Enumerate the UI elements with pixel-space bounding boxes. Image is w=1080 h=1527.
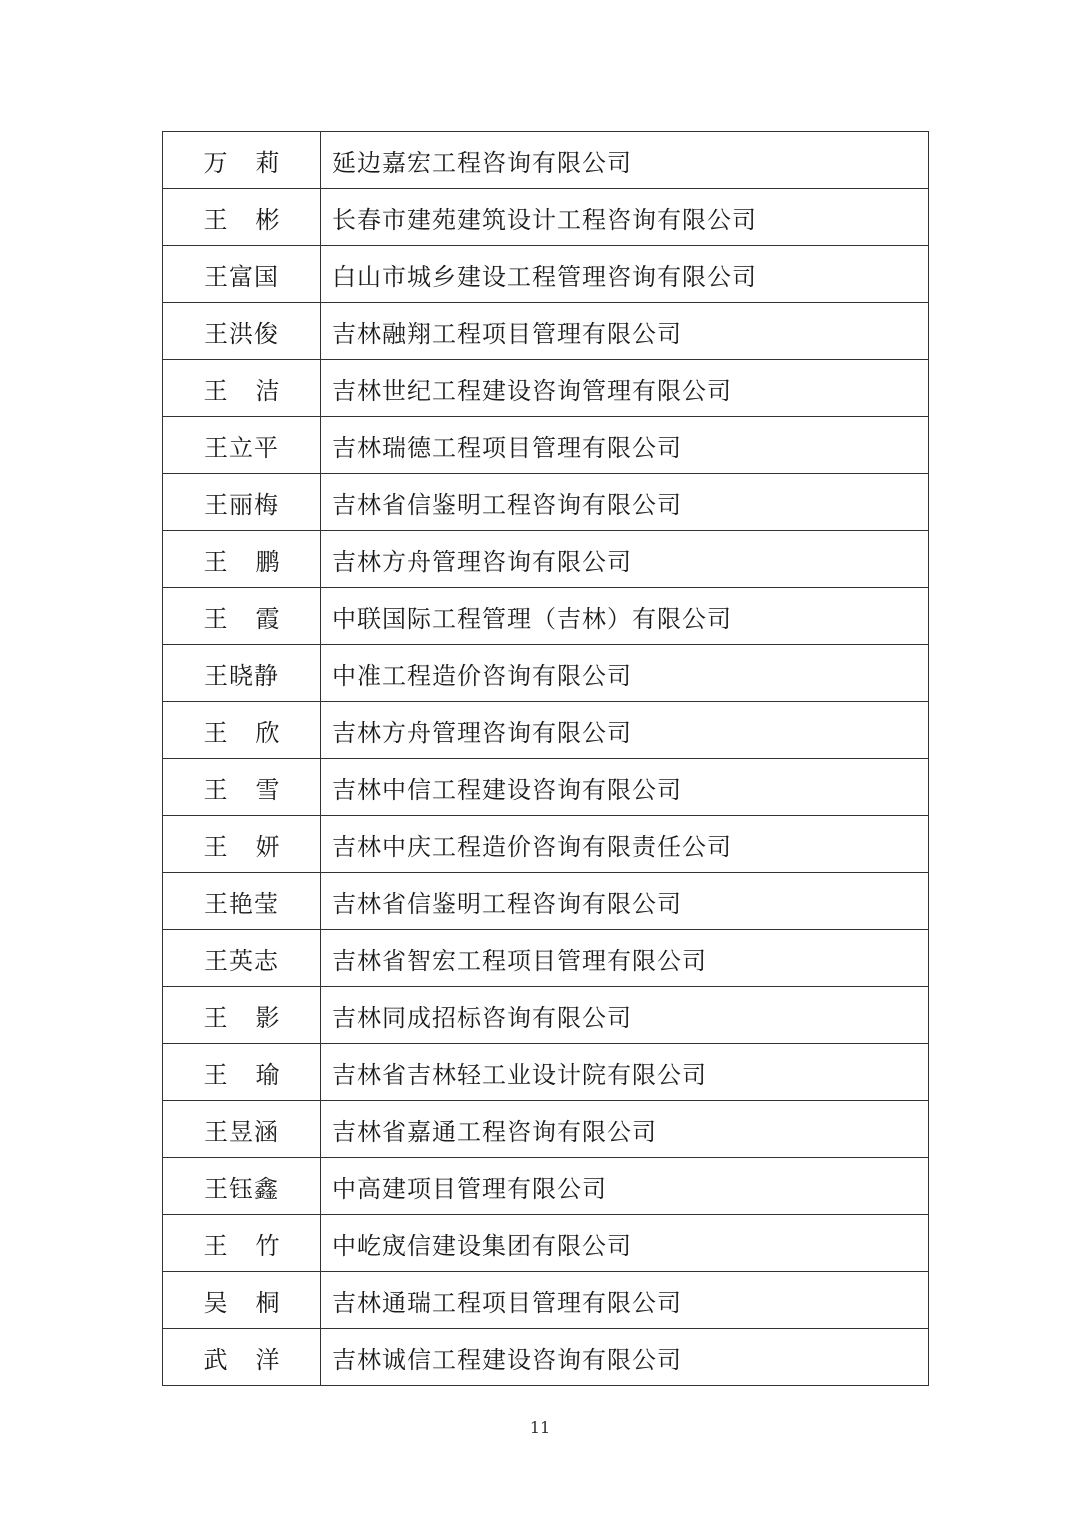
organization-cell: 吉林省嘉通工程咨询有限公司 bbox=[321, 1101, 929, 1158]
person-name-part: 武 bbox=[203, 1345, 228, 1374]
table-row bbox=[163, 816, 929, 873]
name-cell bbox=[163, 702, 321, 759]
person-name bbox=[204, 1112, 280, 1147]
person-name-part: 莉 bbox=[255, 148, 280, 177]
table-row bbox=[163, 702, 929, 759]
person-name bbox=[204, 713, 280, 748]
person-name-part: 万 bbox=[203, 148, 228, 177]
table-row bbox=[163, 531, 929, 588]
person-name-part: 王富国 bbox=[204, 262, 279, 291]
organization-cell: 中联国际工程管理（吉林）有限公司 bbox=[321, 588, 929, 645]
person-name bbox=[204, 884, 280, 919]
organization-cell: 吉林同成招标咨询有限公司 bbox=[321, 987, 929, 1044]
person-name-part: 影 bbox=[255, 1003, 280, 1032]
person-name-part: 王 bbox=[203, 718, 228, 747]
table-row bbox=[163, 417, 929, 474]
person-name-part: 洁 bbox=[255, 376, 280, 405]
name-cell bbox=[163, 987, 321, 1044]
organization-cell: 吉林诚信工程建设咨询有限公司 bbox=[321, 1329, 929, 1386]
roster-body bbox=[163, 132, 929, 1386]
person-name bbox=[204, 428, 280, 463]
organization-cell: 长春市建苑建筑设计工程咨询有限公司 bbox=[321, 189, 929, 246]
person-name-part: 王 bbox=[203, 205, 228, 234]
person-name-part: 王 bbox=[203, 832, 228, 861]
organization-cell: 吉林省信鉴明工程咨询有限公司 bbox=[321, 873, 929, 930]
name-cell bbox=[163, 759, 321, 816]
person-name-part: 王 bbox=[203, 1003, 228, 1032]
person-name bbox=[204, 1226, 280, 1261]
person-name-part: 王昱涵 bbox=[204, 1117, 279, 1146]
organization-cell: 中高建项目管理有限公司 bbox=[321, 1158, 929, 1215]
organization-cell: 吉林世纪工程建设咨询管理有限公司 bbox=[321, 360, 929, 417]
organization-cell: 白山市城乡建设工程管理咨询有限公司 bbox=[321, 246, 929, 303]
page-number: 11 bbox=[529, 1418, 551, 1437]
organization-cell: 吉林中信工程建设咨询有限公司 bbox=[321, 759, 929, 816]
name-cell bbox=[163, 1329, 321, 1386]
person-name-part: 王晓静 bbox=[204, 661, 279, 690]
person-name-part: 王 bbox=[203, 1060, 228, 1089]
person-name bbox=[204, 1340, 280, 1375]
person-name-part: 霞 bbox=[255, 604, 280, 633]
table-row bbox=[163, 246, 929, 303]
person-name-part: 吴 bbox=[203, 1288, 228, 1317]
person-name-part: 王 bbox=[203, 1231, 228, 1260]
organization-cell: 吉林省吉林轻工业设计院有限公司 bbox=[321, 1044, 929, 1101]
table-row bbox=[163, 1329, 929, 1386]
name-cell bbox=[163, 189, 321, 246]
person-name bbox=[204, 599, 280, 634]
table-row bbox=[163, 987, 929, 1044]
person-name-part: 王 bbox=[203, 376, 228, 405]
person-name bbox=[204, 1283, 280, 1318]
person-name-part: 王 bbox=[203, 604, 228, 633]
name-cell bbox=[163, 1044, 321, 1101]
organization-cell: 吉林融翔工程项目管理有限公司 bbox=[321, 303, 929, 360]
person-name bbox=[204, 656, 280, 691]
organization-cell: 吉林方舟管理咨询有限公司 bbox=[321, 531, 929, 588]
person-name-part: 王立平 bbox=[204, 433, 279, 462]
person-name-part: 欣 bbox=[255, 718, 280, 747]
person-name bbox=[204, 1169, 280, 1204]
name-cell bbox=[163, 816, 321, 873]
organization-cell: 延边嘉宏工程咨询有限公司 bbox=[321, 132, 929, 189]
table-row bbox=[163, 1101, 929, 1158]
person-name-part: 彬 bbox=[255, 205, 280, 234]
person-name-part: 王 bbox=[203, 547, 228, 576]
organization-cell: 中准工程造价咨询有限公司 bbox=[321, 645, 929, 702]
name-cell bbox=[163, 474, 321, 531]
person-name-part: 王钰鑫 bbox=[204, 1174, 279, 1203]
table-row bbox=[163, 189, 929, 246]
table-row bbox=[163, 474, 929, 531]
organization-cell: 吉林瑞德工程项目管理有限公司 bbox=[321, 417, 929, 474]
person-name bbox=[204, 941, 280, 976]
person-name bbox=[204, 257, 280, 292]
person-name bbox=[204, 1055, 280, 1090]
person-name-part: 妍 bbox=[255, 832, 280, 861]
table-row bbox=[163, 759, 929, 816]
name-cell bbox=[163, 360, 321, 417]
table-row bbox=[163, 1044, 929, 1101]
person-name-part: 雪 bbox=[255, 775, 280, 804]
table-row bbox=[163, 588, 929, 645]
person-name bbox=[204, 485, 280, 520]
name-cell bbox=[163, 645, 321, 702]
table-row bbox=[163, 930, 929, 987]
table-row bbox=[163, 303, 929, 360]
person-name bbox=[204, 200, 280, 235]
name-cell bbox=[163, 417, 321, 474]
person-name bbox=[204, 371, 280, 406]
organization-cell: 吉林方舟管理咨询有限公司 bbox=[321, 702, 929, 759]
name-cell bbox=[163, 1101, 321, 1158]
name-cell bbox=[163, 531, 321, 588]
person-name bbox=[204, 827, 280, 862]
organization-cell: 中屹宬信建设集团有限公司 bbox=[321, 1215, 929, 1272]
person-name-part: 洋 bbox=[255, 1345, 280, 1374]
person-name-part: 王丽梅 bbox=[204, 490, 279, 519]
person-name bbox=[204, 542, 280, 577]
name-cell bbox=[163, 303, 321, 360]
person-name-part: 鹏 bbox=[255, 547, 280, 576]
person-name bbox=[204, 998, 280, 1033]
name-cell bbox=[163, 873, 321, 930]
table-row bbox=[163, 1215, 929, 1272]
table-row bbox=[163, 360, 929, 417]
person-name-part: 王艳莹 bbox=[204, 889, 279, 918]
name-cell bbox=[163, 132, 321, 189]
person-name bbox=[204, 143, 280, 178]
table-row bbox=[163, 1272, 929, 1329]
table-row bbox=[163, 1158, 929, 1215]
organization-cell: 吉林中庆工程造价咨询有限责任公司 bbox=[321, 816, 929, 873]
person-name bbox=[204, 314, 280, 349]
person-name-part: 瑜 bbox=[255, 1060, 280, 1089]
roster-table bbox=[162, 131, 929, 1386]
person-name-part: 王英志 bbox=[204, 946, 279, 975]
table-row bbox=[163, 132, 929, 189]
person-name-part: 桐 bbox=[255, 1288, 280, 1317]
person-name-part: 竹 bbox=[255, 1231, 280, 1260]
name-cell bbox=[163, 1215, 321, 1272]
name-cell bbox=[163, 246, 321, 303]
name-cell bbox=[163, 588, 321, 645]
person-name-part: 王洪俊 bbox=[204, 319, 279, 348]
person-name-part: 王 bbox=[203, 775, 228, 804]
name-cell bbox=[163, 1158, 321, 1215]
organization-cell: 吉林通瑞工程项目管理有限公司 bbox=[321, 1272, 929, 1329]
name-cell bbox=[163, 930, 321, 987]
table-row bbox=[163, 645, 929, 702]
organization-cell: 吉林省智宏工程项目管理有限公司 bbox=[321, 930, 929, 987]
table-row bbox=[163, 873, 929, 930]
name-cell bbox=[163, 1272, 321, 1329]
organization-cell: 吉林省信鉴明工程咨询有限公司 bbox=[321, 474, 929, 531]
person-name bbox=[204, 770, 280, 805]
